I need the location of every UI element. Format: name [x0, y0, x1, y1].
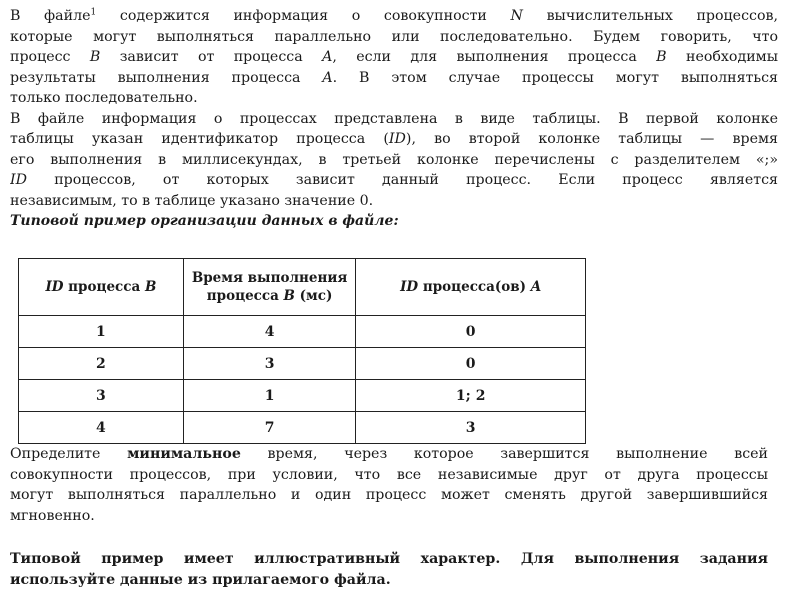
note-line-2: используйте данные из прилагаемого файла. — [10, 571, 391, 588]
text: B — [144, 279, 157, 295]
cell-id: 3 — [19, 380, 184, 412]
intro-line-3 — [10, 47, 778, 68]
text: (мс) — [294, 288, 333, 304]
text: процесса — [63, 279, 145, 295]
table-row — [19, 316, 586, 348]
text: B — [283, 288, 295, 304]
cell-time: 7 — [183, 412, 356, 444]
text: вычислительных процессов, — [522, 8, 778, 24]
cell-time: 4 — [183, 316, 356, 348]
note-line-1: Типовой пример имеет иллюстративный характер. Для выполнения задания — [10, 551, 768, 567]
text: необходимы — [666, 49, 778, 65]
cell-time: 3 — [183, 348, 356, 380]
text: процесса — [206, 288, 284, 304]
question-line-3: могут выполняться параллельно и один процесс может сменять другой завершившийся — [10, 487, 768, 503]
question-paragraph — [10, 444, 768, 526]
cell-deps: 0 — [356, 348, 586, 380]
question-line-2: совокупности процессов, при условии, что все независимые друг от друга процессы — [10, 466, 768, 483]
text: процесса(ов) — [418, 279, 531, 295]
header-id-a — [356, 259, 586, 316]
cell-id: 2 — [19, 348, 184, 380]
intro-line-2: которые могут выполняться параллельно или последовательно. Будем говорить, что — [10, 28, 778, 45]
var-N: N — [510, 8, 523, 24]
text: ), во второй колонке таблицы — время — [405, 131, 778, 147]
intro-line-1 — [10, 6, 778, 27]
info-paragraph — [10, 109, 778, 212]
cell-id: 1 — [19, 316, 184, 348]
intro-line-5: только последовательно. — [10, 90, 198, 106]
cell-id: 4 — [19, 412, 184, 444]
cell-deps: 3 — [356, 412, 586, 444]
intro-paragraph — [10, 6, 778, 109]
var-A: A — [322, 49, 333, 65]
text: процессов, от которых зависит данный процесс. Если процесс является — [26, 172, 778, 188]
text: , если для выполнения процесса — [332, 49, 657, 65]
footnote-mark: 1 — [90, 7, 97, 18]
text: В файле — [10, 8, 91, 24]
text: A — [530, 279, 542, 295]
text: Определите — [10, 446, 128, 462]
var-B: B — [89, 49, 101, 65]
info-line-3: его выполнения в миллисекундах, в третьей колонке перечислены с разделителем «;» — [10, 151, 778, 168]
info-line-2 — [10, 129, 778, 150]
table-row — [19, 380, 586, 412]
cell-deps: 0 — [356, 316, 586, 348]
text: . В этом случае процессы могут выполняться — [332, 69, 778, 86]
info-line-5: независимым, то в таблице указано значение 0. — [10, 192, 374, 209]
example-caption: Типовой пример организации данных в файле: — [10, 213, 399, 229]
text: ID — [400, 279, 419, 295]
info-line-1: В файле информация о процессах представлена в виде таблицы. В первой колонке — [10, 110, 778, 127]
table-row — [19, 348, 586, 380]
header-time — [183, 259, 356, 316]
note-paragraph — [10, 549, 768, 590]
intro-line-4 — [10, 68, 778, 89]
var-ID: ID — [10, 172, 27, 188]
header-id-b — [19, 259, 184, 316]
var-B: B — [656, 49, 667, 65]
question-line-4: мгновенно. — [10, 507, 95, 524]
cell-time: 1 — [183, 380, 356, 412]
var-ID: ID — [388, 131, 406, 147]
table-row — [19, 412, 586, 444]
text: Время выполнения — [191, 270, 348, 286]
text: зависит от процесса — [100, 49, 323, 65]
text: процесс — [10, 49, 90, 65]
task-text — [10, 6, 778, 232]
text: содержится информация о совокупности — [96, 8, 511, 24]
text: результаты выполнения процесса — [10, 69, 323, 86]
info-line-4 — [10, 170, 778, 191]
text: таблицы указан идентификатор процесса ( — [10, 131, 389, 147]
text: ID — [45, 279, 64, 295]
cell-deps: 1; 2 — [356, 380, 586, 412]
emphasis: минимальное — [127, 446, 241, 462]
process-table — [18, 258, 586, 444]
var-A: A — [322, 69, 333, 86]
table-header-row — [19, 259, 586, 316]
question-line-1 — [10, 444, 768, 465]
text: время, через которое завершится выполнение всей — [240, 446, 768, 462]
